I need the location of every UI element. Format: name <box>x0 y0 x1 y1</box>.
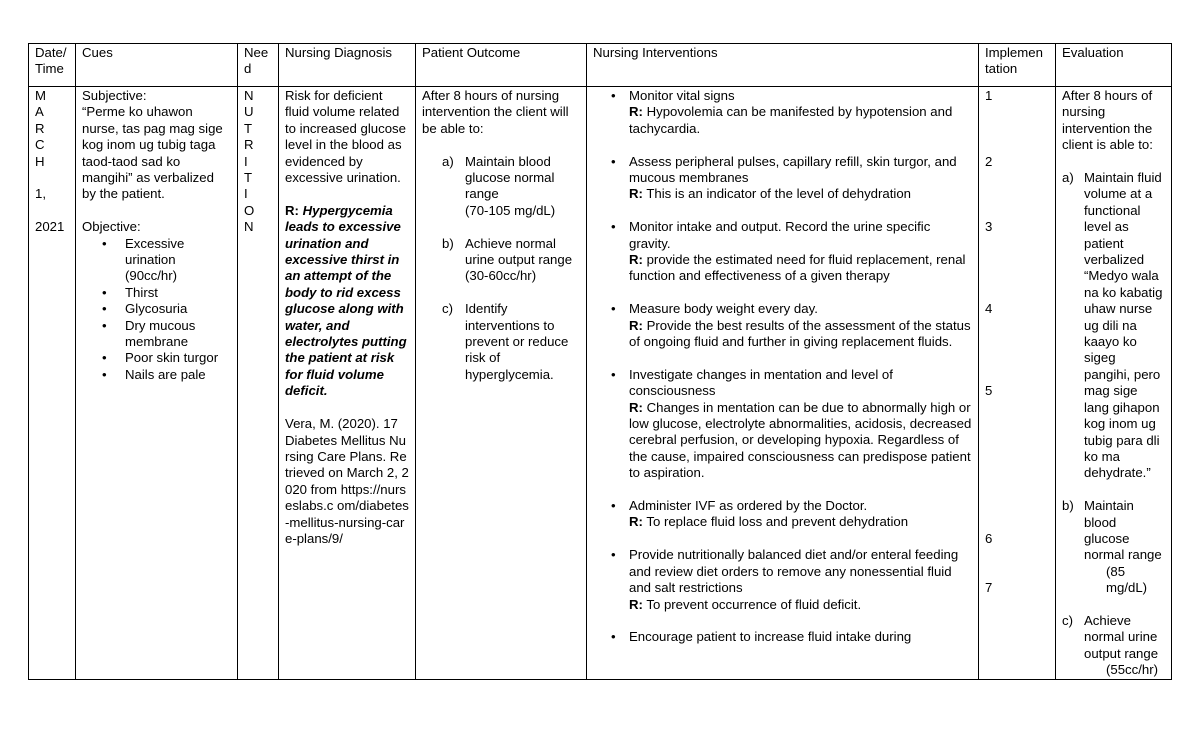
implementation-number: 2 <box>985 153 993 169</box>
need-letter: N <box>244 88 254 103</box>
need-letter: O <box>244 202 255 218</box>
diagnosis-cell <box>279 87 416 680</box>
need-letter: I <box>244 186 248 202</box>
header-need: Nee d <box>238 44 279 87</box>
need-letter: T <box>244 120 253 136</box>
nursing-care-plan-table <box>28 43 1172 680</box>
intervention-item: • Provide nutritionally balanced diet and/or enteral feeding and review diet orders to remove any nonessential fluid and salt restrictions R: To prevent occurrence of fluid deficit. <box>629 547 972 613</box>
header-implementation: Implemen tation <box>979 44 1056 87</box>
evaluation-cell <box>1056 87 1172 680</box>
implementation-number: 6 <box>985 530 993 546</box>
date-letter: M <box>35 88 46 103</box>
header-date: Date/ Time <box>29 44 76 87</box>
header-diagnosis: Nursing Diagnosis <box>279 44 416 87</box>
header-outcome: Patient Outcome <box>416 44 587 87</box>
care-plan-page <box>28 43 1171 679</box>
intervention-item: • Assess peripheral pulses, capillary refill, skin turgor, and mucous membranes R: This is an indicator of the level of dehydration <box>629 154 972 203</box>
objective-list <box>82 236 231 384</box>
need-letter: N <box>244 219 254 235</box>
implementation-number: 5 <box>985 383 993 399</box>
intervention-item: • Administer IVF as ordered by the Doctor. R: To replace fluid loss and prevent dehydration <box>629 498 972 531</box>
evaluation-item: b) Maintain blood glucose normal range (85 mg/dL) <box>1062 498 1162 596</box>
content-row <box>29 87 1172 680</box>
objective-label: Objective: <box>82 219 141 235</box>
intervention-item: • Monitor intake and output. Record the urine specific gravity. R: provide the estimated need for fluid replacement, renal function and effectiveness of a given therapy <box>629 219 972 285</box>
implementation-number: 1 <box>985 88 993 103</box>
date-spacer <box>35 203 69 219</box>
outcome-item: c) Identify interventions to prevent or reduce risk of hyperglycemia. <box>442 301 569 382</box>
cues-cell <box>76 87 238 680</box>
outcome-cell <box>416 87 587 680</box>
need-letter: I <box>244 153 248 169</box>
date-letter: H <box>35 153 45 169</box>
need-letter: U <box>244 104 254 120</box>
outcome-item: b) Achieve normal urine output range (30-60cc/hr) <box>442 235 573 284</box>
date-cell <box>29 87 76 680</box>
subjective-text: “Perme ko uhawon nurse, tas pag mag sige kog inom ug tubig taga taod-taod sad ko mangihi” as verbalized by the patient. <box>82 104 223 202</box>
evaluation-list <box>1062 170 1165 679</box>
objective-item: • Poor skin turgor <box>125 350 231 366</box>
header-row <box>29 44 1172 87</box>
date-spacer <box>35 170 69 186</box>
date-letter: A <box>35 104 44 120</box>
date-day: 1, <box>35 186 46 202</box>
intervention-item: • Encourage patient to increase fluid intake during <box>629 629 972 645</box>
diagnosis-reference: Vera, M. (2020). 17 Diabetes Mellitus Nursing Care Plans. Retrieved on March 2, 2020 from https://nurseslabs.c om/diabetes-mellitus-nursing-care-plans/9/ <box>285 416 409 546</box>
objective-item: • Thirst <box>125 285 231 301</box>
evaluation-item: a) Maintain fluid volume at a functional level as patient verbalized “Medyo wala na ko kabatig uhaw nurse ug dili na kaayo ko sigeg pangihi, pero mag sige lang gihapon kog inom ug tubig para dli ko ma dehydrate.” <box>1062 170 1163 481</box>
objective-item: • Glycosuria <box>125 301 231 317</box>
header-evaluation: Evaluation <box>1056 44 1172 87</box>
outcome-intro: After 8 hours of nursing intervention the client will be able to: <box>422 88 569 136</box>
diagnosis-statement: Risk for deficient fluid volume related to increased glucose level in the blood as evidenced by excessive urination. <box>285 88 406 186</box>
implementation-cell <box>979 87 1056 680</box>
date-letter: C <box>35 137 45 153</box>
header-interventions: Nursing Interventions <box>587 44 979 87</box>
objective-item: • Excessive urination (90cc/hr) <box>125 236 231 285</box>
need-letter: R <box>244 137 254 153</box>
evaluation-item: c) Achieve normal urine output range (55cc/hr) <box>1062 612 1159 678</box>
objective-item: • Dry mucous membrane <box>125 318 231 351</box>
date-letter: R <box>35 120 45 136</box>
diagnosis-rationale: R: Hypergycemia leads to excessive urination and excessive thirst in an attempt of the body to rid excess glucose along with water, and electrolytes putting the patient at risk for fluid volume deficit. <box>285 202 407 399</box>
outcome-list <box>422 154 580 384</box>
need-cell <box>238 87 279 680</box>
outcome-item: a) Maintain blood glucose normal range (70-105 mg/dL) <box>442 153 556 218</box>
need-letter: T <box>244 170 253 186</box>
date-year: 2021 <box>35 219 65 235</box>
evaluation-intro: After 8 hours of nursing intervention the client is able to: <box>1062 88 1153 153</box>
implementation-number: 3 <box>985 219 993 235</box>
subjective-label: Subjective: <box>82 88 147 103</box>
implementation-number: 7 <box>985 579 993 595</box>
interventions-cell <box>587 87 979 680</box>
intervention-item: • Monitor vital signs R: Hypovolemia can be manifested by hypotension and tachycardia. <box>629 88 972 137</box>
intervention-item: • Investigate changes in mentation and level of consciousness R: Changes in mentation can be due to abnormally high or low glucose, electrolyte abnormalities, acidosis, decreased cerebral perfusion, or developing hypoxia. Regardless of the cause, impaired consciousness can predispose patient to aspiration. <box>629 367 972 482</box>
implementation-number: 4 <box>985 301 993 317</box>
objective-item: • Nails are pale <box>125 367 231 383</box>
header-cues: Cues <box>76 44 238 87</box>
intervention-item: • Measure body weight every day. R: Provide the best results of the assessment of the status of ongoing fluid and further in giving replacement fluids. <box>629 301 972 350</box>
